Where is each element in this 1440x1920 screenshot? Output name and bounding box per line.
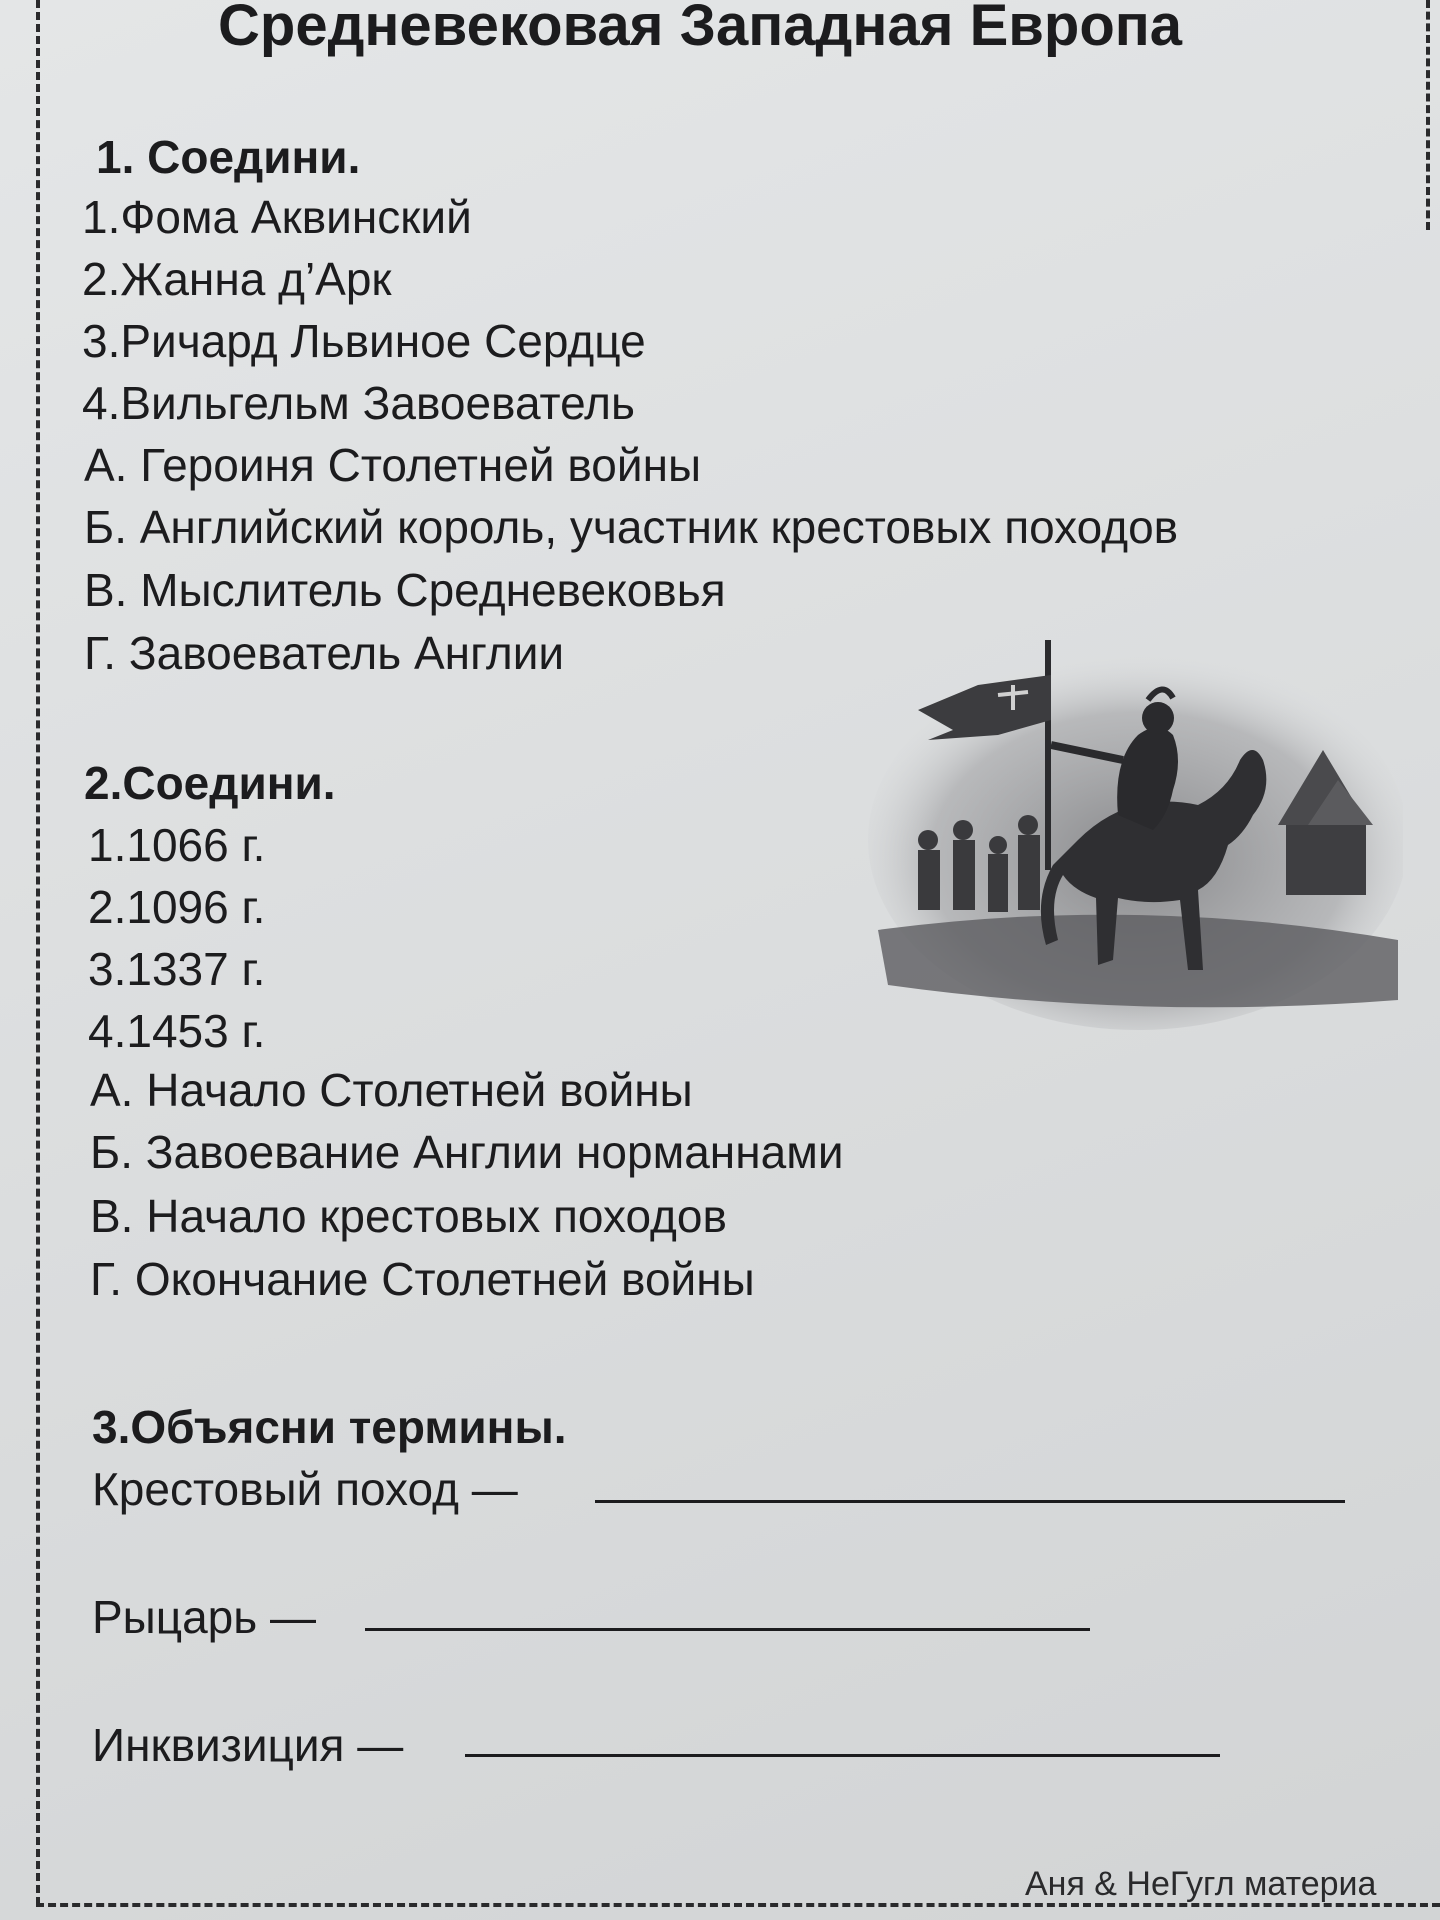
task2-item: 2.1096 г. bbox=[88, 881, 266, 933]
task3-heading: 3.Объясни термины. bbox=[92, 1401, 567, 1453]
task1-item: В. Мыслитель Средневековья bbox=[84, 564, 726, 616]
task2-item: 4.1453 г. bbox=[88, 1005, 266, 1057]
task1-item: 2.Жанна д’Арк bbox=[82, 253, 392, 305]
task1-item: 1.Фома Аквинский bbox=[82, 191, 472, 243]
knight-on-horse-icon bbox=[868, 640, 1403, 1030]
answer-line[interactable] bbox=[465, 1754, 1220, 1757]
term-label: Рыцарь — bbox=[92, 1591, 317, 1643]
task2-item: В. Начало крестовых походов bbox=[90, 1190, 727, 1242]
task1-item: А. Героиня Столетней войны bbox=[84, 439, 702, 491]
task1-item: Г. Завоеватель Англии bbox=[84, 627, 565, 679]
page-title: Средневековая Западная Европа bbox=[218, 0, 1183, 58]
task2-item: Б. Завоевание Англии норманнами bbox=[90, 1126, 844, 1178]
footer-credit: Аня & НеГугл материа bbox=[1025, 1865, 1377, 1903]
cut-line-right bbox=[1426, 0, 1430, 230]
task1-item: Б. Английский король, участник крестовых походов bbox=[84, 501, 1179, 553]
task2-item: А. Начало Столетней войны bbox=[90, 1064, 693, 1116]
cut-line-left bbox=[36, 0, 40, 1905]
task2-item: 1.1066 г. bbox=[88, 819, 266, 871]
task2-item: 3.1337 г. bbox=[88, 943, 266, 995]
term-label: Инквизиция — bbox=[92, 1719, 404, 1771]
task2-item: Г. Окончание Столетней войны bbox=[90, 1253, 755, 1305]
term-label: Крестовый поход — bbox=[92, 1463, 518, 1515]
task1-item: 4.Вильгельм Завоеватель bbox=[82, 377, 635, 429]
task2-heading: 2.Соедини. bbox=[84, 757, 336, 809]
task1-item: 3.Ричард Львиное Сердце bbox=[82, 315, 646, 367]
answer-line[interactable] bbox=[365, 1628, 1090, 1631]
answer-line[interactable] bbox=[595, 1500, 1345, 1503]
task1-heading: 1. Соедини. bbox=[96, 131, 361, 183]
